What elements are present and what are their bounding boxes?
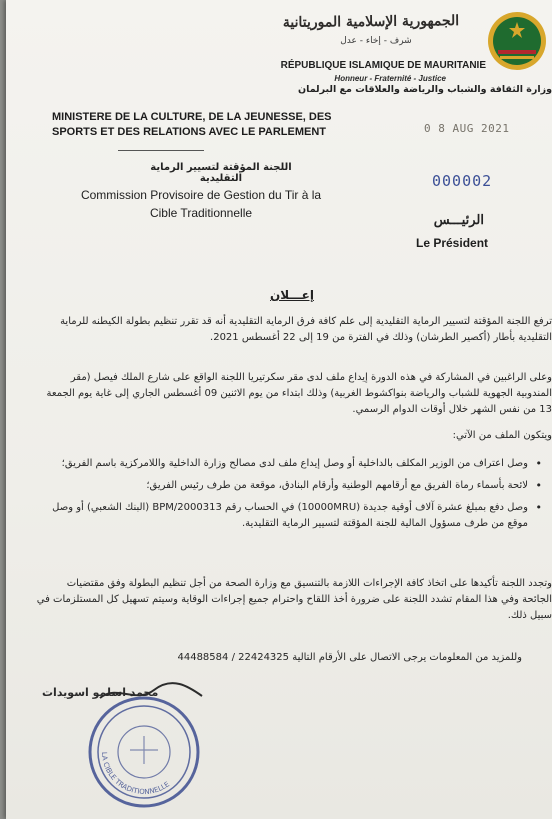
paragraph-health-measures: وتجدد اللجنة تأكيدها على اتخاذ كافة الإجراءات اللازمة بالتنسيق مع وزارة الصحة من أجل تنظيم البطولة وفق مقتضيات الجائحة وفي هذا المقام تشدد اللجنة على ضرورة أخذ اللقاح واحترام جميع إجراءات الوقاية وسيتم تسهيل كل المستلزمات في سبيل ذلك. [36, 578, 552, 621]
svg-text:LA CIBLE TRADITIONNELLE [100, 752, 171, 796]
signatory-name: محمد اسلمو اسويدات [42, 686, 159, 699]
french-republic-title: RÉPUBLIQUE ISLAMIQUE DE MAURITANIE [280, 60, 486, 71]
president-arabic: الرئيـــس [433, 213, 484, 228]
arabic-republic-title: الجمهورية الإسلامية الموريتانية [282, 13, 460, 31]
french-motto: Honneur - Fraternité - Justice [334, 74, 446, 83]
list-item: • وصل اعتراف من الوزير المكلف بالداخلية أو وصل إيداع ملف لدى مصالح وزارة الداخلية واللامركزية باسم الفريق؛ [42, 456, 542, 472]
list-item: • وصل دفع بمبلغ عشرة آلاف أوقية جديدة (10000MRU) في الحساب رقم BPM/2000313 (البنك الشعبي) أو وصل موقع من طرف مسؤول المالية للجنة المؤقتة لتسيير الرماية التقليدية. [42, 500, 542, 532]
paragraph-registration: وعلى الراغبين في المشاركة في هذه الدورة إيداع ملف لدى مقر سكرتيريا اللجنة الواقع على شارع الملك فيصل (مقر المندوبية الجهوية للشباب والرياضة بنواكشوط الغربية) وذلك ابتداء من يوم الاثنين 09 أغسطس الجاري إلى غاية يوم الجمعة 13 من نفس الشهر خلال أوقات الدوام الرسمي. [46, 372, 552, 415]
official-stamp-icon [84, 692, 204, 812]
ministry-arabic: وزارة الثقافة والشباب والرياضة والعلاقات مع البرلمان [298, 84, 552, 95]
arabic-motto: شرف - إخاء - عدل [340, 36, 412, 46]
notice-title: إعـــلان [270, 288, 314, 302]
paragraph-contact: وللمزيد من المعلومات يرجى الاتصال على الأرقام التالية 22424325 / 44488584 [177, 652, 522, 663]
president-french: Le Président [416, 236, 489, 250]
stamp-text: LA CIBLE TRADITIONNELLE [99, 751, 172, 797]
date-stamp: 0 8 AUG 2021 [424, 122, 510, 135]
reference-number: 000002 [432, 172, 493, 190]
document-page [6, 0, 552, 819]
commission-french: Commission Provisoire de Gestion du Tir à la Cible Traditionnelle [80, 188, 322, 220]
requirements-list [42, 456, 542, 538]
ministry-french: MINISTERE DE LA CULTURE, DE LA JEUNESSE, DES SPORTS ET DES RELATIONS AVEC LE PARLEMENT [52, 111, 332, 138]
commission-arabic: اللجنة المؤقتة لتسيير الرماية التقليدية [150, 162, 292, 184]
paragraph-file-intro: ويتكون الملف من الآتي: [452, 430, 552, 441]
mauritania-seal-icon [486, 10, 548, 72]
divider [118, 150, 204, 151]
paragraph-announcement: ترفع اللجنة المؤقتة لتسيير الرماية التقليدية إلى علم كافة فرق الرماية التقليدية أنه قد تقرر تنظيم بطولة الكيطنه للرماية التقليدية بأطار (أكصير الطرشان) وذلك في الفترة من 19 إلى 22 أغسطس 2021. [60, 316, 552, 343]
list-item: • لائحة بأسماء رماة الفريق مع أرقامهم الوطنية وأرقام البنادق، موقعة من طرف رئيس الفريق؛ [42, 478, 542, 494]
